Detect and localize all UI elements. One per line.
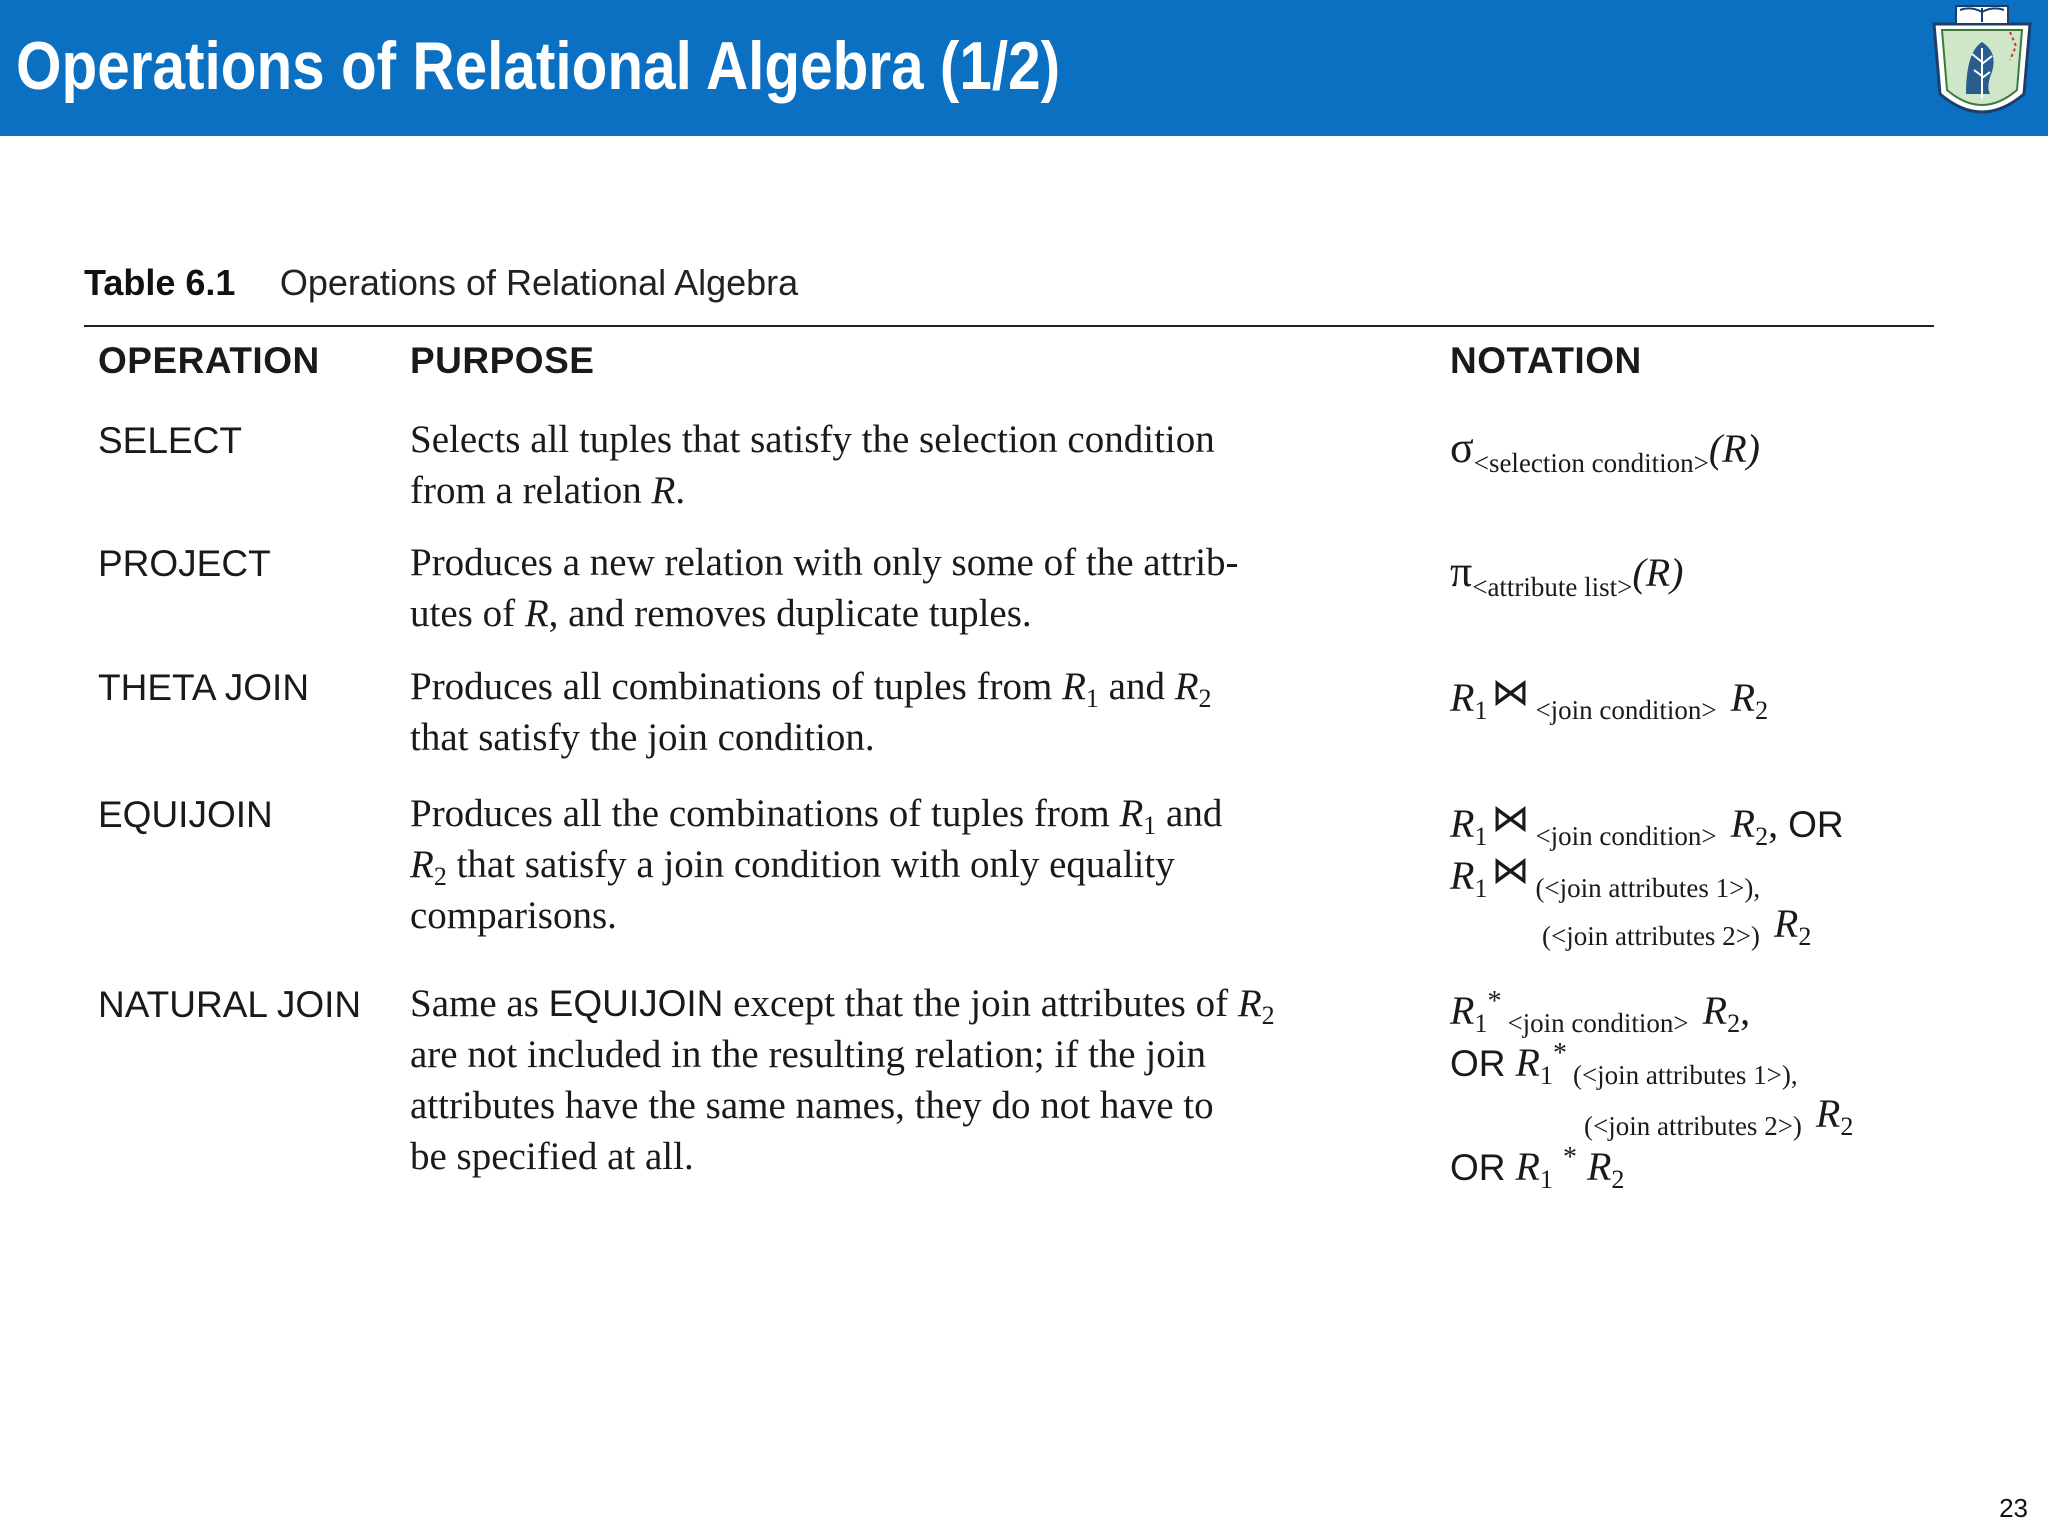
join-icon: ⋈	[1491, 672, 1530, 714]
slide-title: Operations of Relational Algebra (1/2)	[16, 28, 1061, 104]
operation-natural-join: NATURAL JOIN	[98, 984, 362, 1025]
notation-select: $\sigma_{<selection condition>}(R)$	[1450, 423, 1760, 478]
star-icon: *	[1487, 986, 1502, 1017]
notation-natural-join-line3: $_{(<join attributes 2>)}$ $R_2$	[1584, 1091, 1854, 1141]
table-caption	[84, 262, 798, 310]
notation-natural-join-line2: OR $R_1^*_{(<join attributes 1>),}$	[1450, 1038, 1798, 1090]
notation-equijoin-line2: $R_1$ ⋈ $_{(<join attributes 1>),}$	[1450, 850, 1761, 903]
purpose-theta-join: Produces all combinations of tuples from $R_1$ and $R_2$ that satisfy the join condition.	[410, 665, 1212, 759]
notation-equijoin-line3: $_{(<join attributes 2>)}$ $R_2$	[1542, 901, 1812, 951]
operation-project: PROJECT	[98, 543, 271, 584]
purpose-equijoin: Produces all the combinations of tuples from $R_1$ and $R_2$ that satisfy a join condition with only equality comparisons.	[410, 792, 1223, 937]
join-icon: ⋈	[1491, 850, 1530, 892]
join-icon: ⋈	[1491, 798, 1530, 840]
star-icon: *	[1562, 1142, 1577, 1173]
table-caption-label: Table 6.1	[84, 262, 236, 303]
operation-theta-join: THETA JOIN	[98, 667, 310, 708]
table-top-rule	[84, 325, 1934, 327]
column-header-operation: OPERATION	[98, 340, 320, 381]
page-number: 23	[1999, 1493, 2028, 1523]
star-icon: *	[1552, 1038, 1567, 1069]
operation-equijoin: EQUIJOIN	[98, 794, 273, 835]
notation-natural-join-line1: $R_1^*_{<join condition>}$ $R_2$,	[1450, 986, 1751, 1038]
column-header-purpose: PURPOSE	[410, 340, 595, 381]
slide-header	[0, 0, 2048, 136]
purpose-select: Selects all tuples that satisfy the selection condition from a relation R.	[410, 418, 1215, 512]
purpose-project: Produces a new relation with only some of the attrib- utes of R, and removes duplicate tuples.	[410, 541, 1239, 635]
operation-select: SELECT	[98, 420, 242, 461]
notation-theta-join: $R_1$ ⋈ $_{<join condition>}$ $R_2$	[1450, 672, 1769, 725]
purpose-natural-join: Same as EQUIJOIN except that the join attributes of $R_2$ are not included in the resulting relation; if the join attributes have the same names, they do not have to be specified at all.	[410, 982, 1275, 1178]
notation-equijoin-line1: $R_1$ ⋈ $_{<join condition>}$ $R_2$, OR	[1450, 798, 1844, 851]
university-logo-icon	[1926, 2, 2038, 122]
notation-natural-join-line4: OR $R_1$ * $R_2$	[1450, 1142, 1625, 1194]
column-header-notation: NOTATION	[1450, 340, 1642, 381]
table-caption-text: Operations of Relational Algebra	[279, 262, 799, 303]
notation-project: $\pi_{<attribute list>}(R)$	[1450, 547, 1684, 602]
